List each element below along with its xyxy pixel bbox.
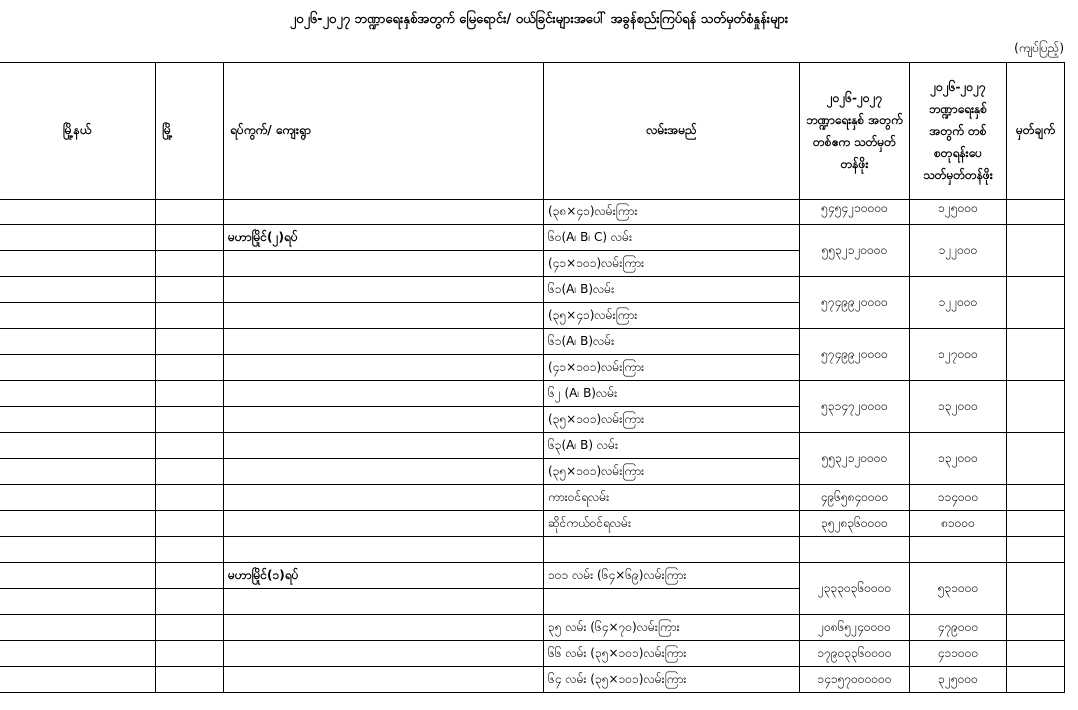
sqft-value-cell: ၃၂၅၀၀၀ [910, 667, 1007, 693]
street-cell: ၆၆ လမ်း (၃၅×၁၀၁)လမ်းကြား [544, 641, 800, 667]
street-cell: ၃၅ လမ်း (၆၄×၇၀)လမ်းကြား [544, 615, 800, 641]
street-cell: ကားဝင်ရလမ်း [544, 485, 800, 511]
acre-value-cell: ၂၀၈၆၅၂၄၀၀၀၀ [800, 615, 910, 641]
street-cell: ၆၃(A၊ B) လမ်း [544, 433, 800, 459]
sqft-value-cell: ၁၂၅၀၀၀ [910, 200, 1007, 225]
street-cell: ၆၄ လမ်း (၃၅×၁၀၁)လမ်းကြား [544, 667, 800, 693]
header-row [0, 63, 1065, 200]
acre-value-cell: ၁၄၁၅၇၀၀၀၀၀၀ [800, 667, 910, 693]
sqft-value-cell: ၈၁၀၀၀ [910, 511, 1007, 537]
sqft-value-cell: ၁၁၄၀၀၀ [910, 485, 1007, 511]
street-cell: ၆၀(A၊ B၊ C) လမ်း [544, 225, 800, 251]
acre-value-cell: ၅၅၃၂၁၂၀၀၀၀ [800, 225, 910, 277]
sqft-value-cell: ၅၃၁၀၀၀ [910, 563, 1007, 615]
table-row [0, 511, 1065, 537]
street-cell: ၁၀၁ လမ်း (၆၄×၆၉)လမ်းကြား [544, 563, 800, 589]
table-row [0, 277, 1065, 303]
street-cell: (၄၁×၁၀၁)လမ်းကြား [544, 355, 800, 381]
table-row [0, 433, 1065, 459]
acre-value-cell: ၅၇၄၉၉၂၀၀၀၀ [800, 277, 910, 329]
land-valuation-table [0, 62, 1065, 693]
acre-value-cell: ၂၃၃၃၀၃၆၀၀၀၀ [800, 563, 910, 615]
table-row [0, 537, 1065, 563]
header-value-per-sqft: ၂၀၂၆-၂၀၂၇ ဘဏ္ဍာရေးနှစ် အတွက် တစ်စတုရန်းပေ သတ်မှတ်တန်ဖိုး [910, 63, 1007, 200]
ward-cell: မဟာမြိုင်(၁)ရပ် [224, 563, 544, 589]
header-ward: ရပ်ကွက်/ ကျေးရွာ [224, 63, 544, 200]
header-town: မြို့ [156, 63, 224, 200]
unit-label: (ကျပ်ပြည့်) [1014, 41, 1064, 55]
sqft-value-cell: ၄၁၁၀၀၀ [910, 641, 1007, 667]
sqft-value-cell: ၁၂၂၀၀၀ [910, 225, 1007, 277]
table-row [0, 667, 1065, 693]
table-row [0, 225, 1065, 251]
street-cell: (၃၅×၄၁)လမ်းကြား [544, 303, 800, 329]
header-remark: မှတ်ချက် [1007, 63, 1065, 200]
table-row [0, 200, 1065, 225]
street-cell: ၆၁(A၊ B)လမ်း [544, 329, 800, 355]
sqft-value-cell: ၁၂၂၀၀၀ [910, 277, 1007, 329]
street-cell: ၆၂ (A၊ B)လမ်း [544, 381, 800, 407]
street-cell: (၃၅×၁၀၁)လမ်းကြား [544, 459, 800, 485]
street-cell: ဆိုင်ကယ်ဝင်ရလမ်း [544, 511, 800, 537]
acre-value-cell: ၅၅၃၂၁၂၀၀၀၀ [800, 433, 910, 485]
sqft-value-cell: ၁၃၂၀၀၀ [910, 381, 1007, 433]
street-cell: (၃၅×၁၀၁)လမ်းကြား [544, 407, 800, 433]
table-row [0, 485, 1065, 511]
header-township: မြို့နယ် [0, 63, 156, 200]
acre-value-cell: ၄၉၆၅၈၄၀၀၀၀ [800, 485, 910, 511]
table-row [0, 641, 1065, 667]
acre-value-cell: ၁၇၉၀၃၃၆၀၀၀၀ [800, 641, 910, 667]
acre-value-cell: ၅၄၅၄၂၁၀၀၀၀ [800, 200, 910, 225]
sqft-value-cell: ၁၃၂၀၀၀ [910, 433, 1007, 485]
acre-value-cell: ၅၃၁၄၇၂၀၀၀၀ [800, 381, 910, 433]
table-row [0, 563, 1065, 589]
street-cell: (၄၁×၁၀၁)လမ်းကြား [544, 251, 800, 277]
street-cell: (၃၈×၄၁)လမ်းကြား [544, 200, 800, 225]
acre-value-cell: ၃၅၂၈၃၆၀၀၀၀ [800, 511, 910, 537]
ward-cell: မဟာမြိုင်(၂)ရပ် [224, 225, 544, 251]
street-cell: ၆၁(A၊ B)လမ်း [544, 277, 800, 303]
table-row [0, 329, 1065, 355]
acre-value-cell: ၅၇၄၉၉၂၀၀၀၀ [800, 329, 910, 381]
sqft-value-cell: ၁၂၇၀၀၀ [910, 329, 1007, 381]
header-value-per-acre: ၂၀၂၆-၂၀၂၇ ဘဏ္ဍာရေးနှစ် အတွက် တစ်ဧက သတ်မှတ်တန်ဖိုး [800, 63, 910, 200]
sqft-value-cell: ၄၇၉၀၀၀ [910, 615, 1007, 641]
header-street: လမ်းအမည် [544, 63, 800, 200]
table-row [0, 381, 1065, 407]
table-row [0, 615, 1065, 641]
document-title: ၂၀၂၆-၂၀၂၇ ဘဏ္ဍာရေးနှစ်အတွက် မြေရောင်း/ ဝယ်ခြင်းများအပေါ် အခွန်စည်းကြပ်ရန် သတ်မှတ်စံနှုန်းများ [289, 12, 789, 27]
